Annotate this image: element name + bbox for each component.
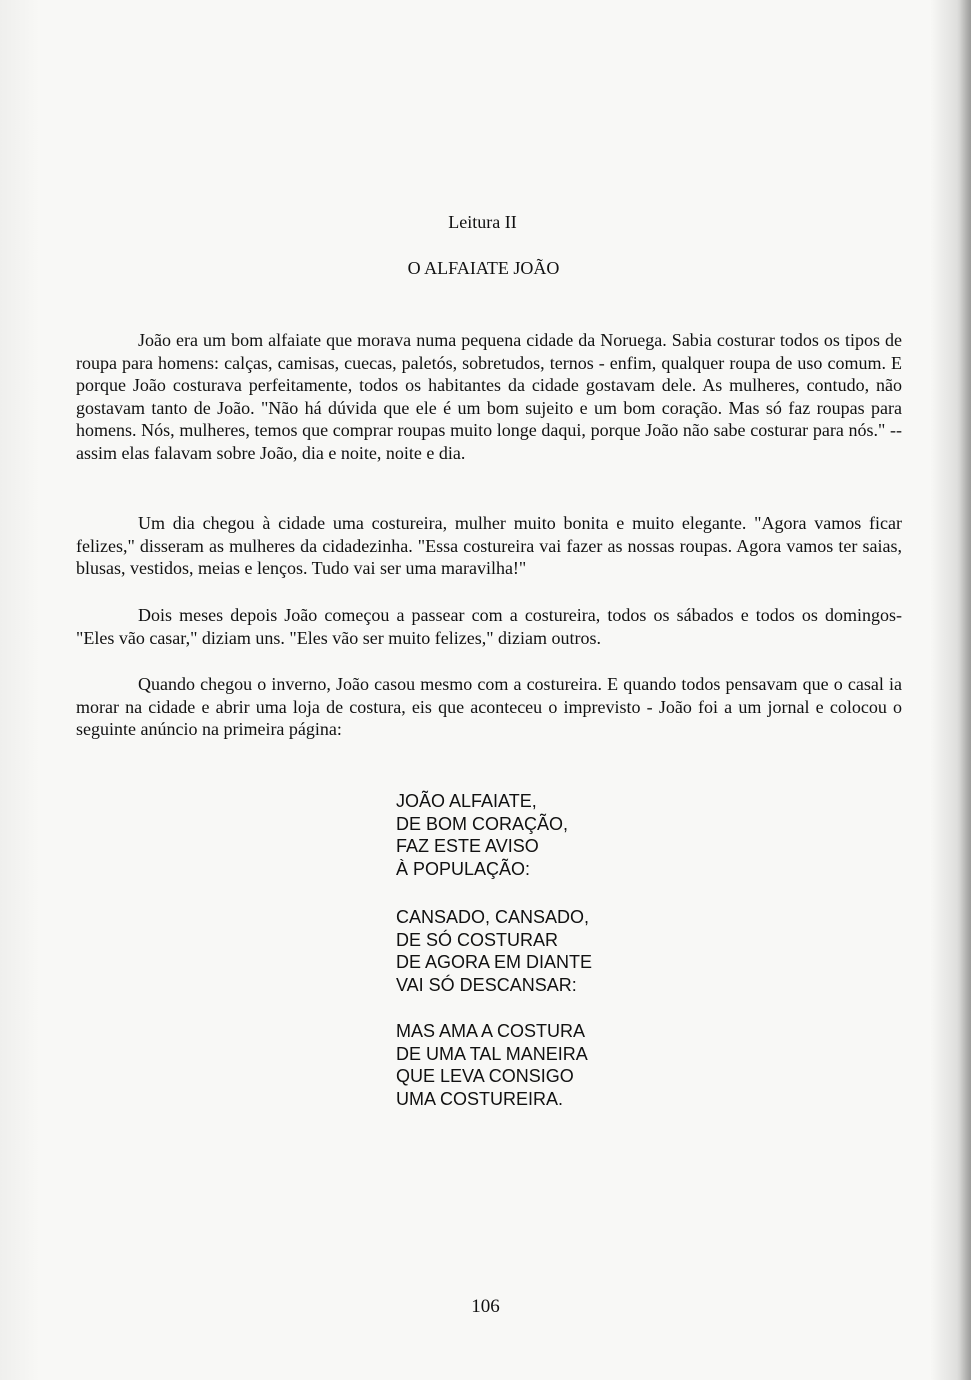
paragraph-1 [76,329,902,465]
poem-line: FAZ ESTE AVISO [396,836,539,857]
page-number: 106 [471,1296,500,1317]
poem-line: CANSADO, CANSADO, [396,907,590,927]
paragraph-text: Quando chegou o inverno, João casou mesmo com a costureira. E quando todos pensavam que o casal ia morar na cidade e abrir uma loja de costura, eis que aconteceu o imprevisto - João foi a um jornal e colocou o seguinte anúncio na primeira página: [76,674,902,740]
paragraph-4 [76,673,902,741]
reading-label: Leitura II [448,212,517,232]
poem-line: QUE LEVA CONSIGO [396,1066,574,1087]
poem-stanza-1 [396,790,568,881]
poem-line: JOÃO ALFAIATE, [396,791,537,811]
paragraph-text: Um dia chegou à cidade uma costureira, mulher muito bonita e muito elegante. "Agora vamos ficar felizes," disseram as mulheres da cidadezinha. "Essa costureira vai fazer as nossas roupas. Agora vamos ter saias, blusas, vestidos, meias e lenços. Tudo vai ser uma maravilha!" [76,513,902,579]
paragraph-3 [76,604,902,649]
poem-line: DE BOM CORAÇÃO, [396,813,569,834]
poem-line: DE AGORA EM DIANTE [396,952,593,973]
poem-line: VAI SÓ DESCANSAR: [396,975,577,996]
poem-stanza-2 [396,906,592,997]
poem-line: UMA COSTUREIRA. [396,1089,564,1110]
poem-line: MAS AMA A COSTURA [396,1021,586,1041]
story-title: O ALFAIATE JOÃO [407,258,560,278]
paragraph-2 [76,512,902,580]
poem-line: À POPULAÇÃO: [396,859,531,880]
poem-line: DE UMA TAL MANEIRA [396,1043,588,1064]
page-edge-shadow [957,0,971,1380]
paragraph-text: Dois meses depois João começou a passear com a costureira, todos os sábados e todos os domingos- "Eles vão casar," diziam uns. "Eles vão ser muito felizes," diziam outros. [76,605,902,648]
poem-stanza-3 [396,1020,588,1111]
paragraph-text: João era um bom alfaiate que morava numa pequena cidade da Noruega. Sabia costurar todos os tipos de roupa para homens: calças, camisas, cuecas, paletós, sobretudos, ternos - enfim, qualquer roupa de uso comum. E porque João costurava perfeitamente, todos os habitantes da cidade gostavam dele. As mulheres, contudo, não gostavam tanto de João. "Não há dúvida que ele é um bom sujeito e um bom coração. Mas só faz roupas para homens. Nós, mulheres, temos que comprar roupas muito longe daqui, porque João não sabe costurar para nós." -- assim elas falavam sobre João, dia e noite, noite e dia. [76,330,902,463]
poem-line: DE SÓ COSTURAR [396,929,559,950]
